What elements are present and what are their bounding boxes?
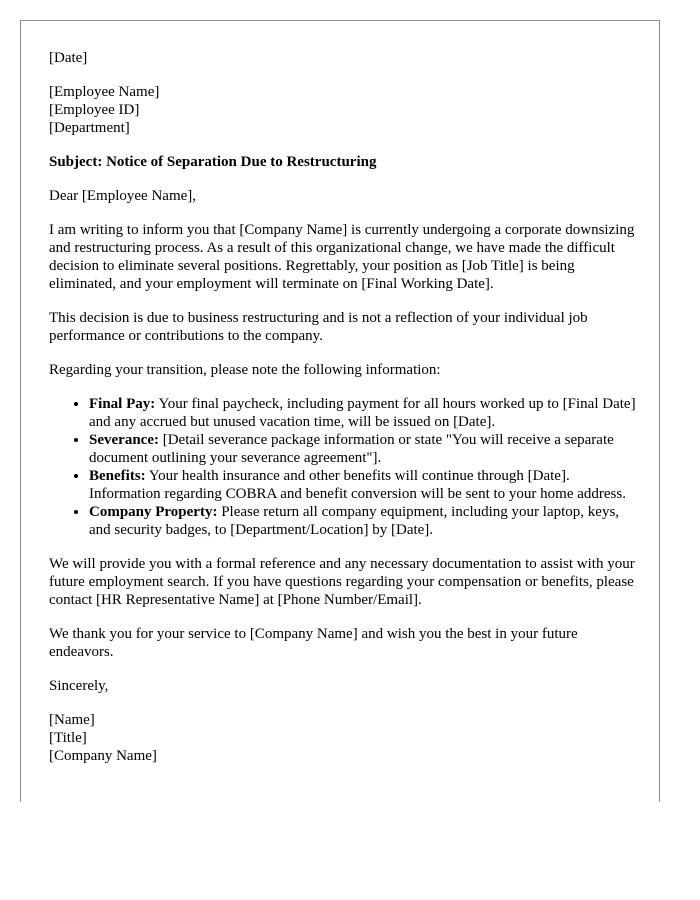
letter-date: [Date] xyxy=(49,50,88,66)
list-item-label: Benefits: xyxy=(89,468,146,484)
paragraph-reference: We will provide you with a formal reference and any necessary documentation to assist with your future employment search. If you have questions regarding your compensation or benefits, please contact [HR Representative Name] at [Phone Number/Email]. xyxy=(49,556,635,608)
letter-salutation: Dear [Employee Name], xyxy=(49,188,197,204)
signature-company: [Company Name] xyxy=(49,748,157,764)
transition-info-list xyxy=(49,395,639,539)
list-item-text: Please return all company equipment, including your laptop, keys, and security badges, to [Department/Location] by [Date]. xyxy=(89,504,620,538)
recipient-block xyxy=(49,83,639,137)
recipient-id: [Employee ID] xyxy=(49,102,140,118)
list-item-severance xyxy=(89,431,639,467)
list-item-label: Company Property: xyxy=(89,504,218,520)
list-item-label: Severance: xyxy=(89,432,159,448)
recipient-name: [Employee Name] xyxy=(49,84,160,100)
letter-content xyxy=(49,49,639,765)
paragraph-announcement: I am writing to inform you that [Company Name] is currently undergoing a corporate downsizing and restructuring process. As a result of this organizational change, we have made the difficult decision to eliminate several positions. Regrettably, your position as [Job Title] is being eliminated, and your employment will terminate on [Final Working Date]. xyxy=(49,222,635,292)
paragraph-transition-intro: Regarding your transition, please note the following information: xyxy=(49,362,441,378)
list-item-final-pay xyxy=(89,395,639,431)
list-item-company-property xyxy=(89,503,639,539)
list-item-benefits xyxy=(89,467,639,503)
paragraph-reason: This decision is due to business restructuring and is not a reflection of your individual job performance or contributions to the company. xyxy=(49,310,588,344)
list-item-text: [Detail severance package information or state "You will receive a separate document outlining your severance agreement"]. xyxy=(89,432,614,466)
list-item-label: Final Pay: xyxy=(89,396,156,412)
paragraph-thanks: We thank you for your service to [Company Name] and wish you the best in your future endeavors. xyxy=(49,626,578,660)
list-item-text: Your final paycheck, including payment for all hours worked up to [Final Date] and any accrued but unused vacation time, will be issued on [Date]. xyxy=(89,396,636,430)
list-item-text: Your health insurance and other benefits will continue through [Date]. Information regarding COBRA and benefit conversion will be sent to your home address. xyxy=(89,468,626,502)
signature-block xyxy=(49,711,639,765)
letter-page xyxy=(20,20,660,802)
signature-title: [Title] xyxy=(49,730,87,746)
letter-closing: Sincerely, xyxy=(49,678,109,694)
signature-name: [Name] xyxy=(49,712,95,728)
recipient-department: [Department] xyxy=(49,120,130,136)
letter-subject: Subject: Notice of Separation Due to Restructuring xyxy=(49,154,377,170)
